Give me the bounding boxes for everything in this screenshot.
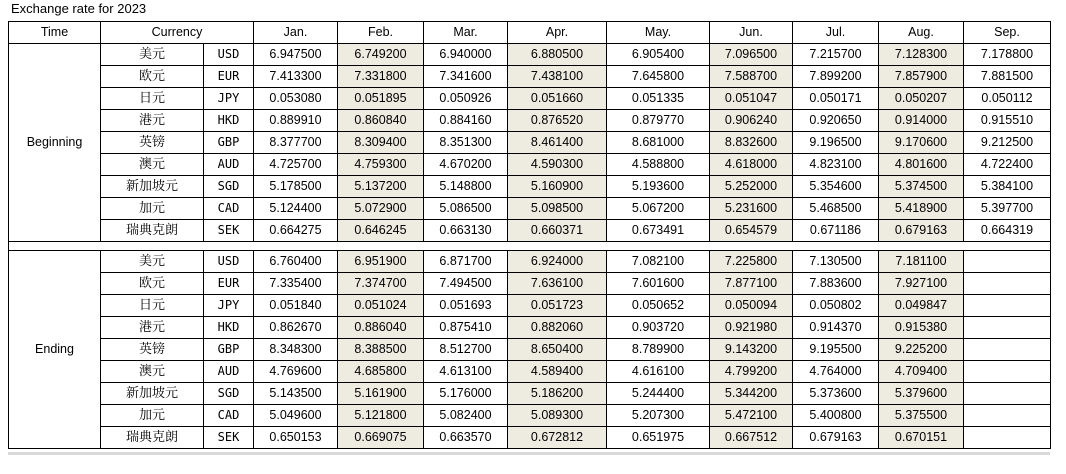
rate-cell: 0.914370	[793, 317, 879, 339]
table-row	[9, 273, 1051, 295]
rate-cell: 5.089300	[508, 405, 607, 427]
rate-cell: 0.914000	[879, 110, 964, 132]
rate-cell: 6.905400	[607, 44, 710, 66]
header-month: Apr.	[508, 22, 607, 44]
rate-cell: 0.051660	[508, 88, 607, 110]
currency-code: SGD	[204, 176, 254, 198]
rate-cell: 8.650400	[508, 339, 607, 361]
table-row	[9, 88, 1051, 110]
rate-cell: 7.181100	[879, 251, 964, 273]
rate-cell: 0.050652	[607, 295, 710, 317]
currency-name: 美元	[101, 251, 204, 273]
header-month: Jun.	[710, 22, 793, 44]
rate-cell: 8.461400	[508, 132, 607, 154]
rate-cell	[964, 361, 1051, 383]
rate-cell: 0.884160	[424, 110, 508, 132]
currency-code: HKD	[204, 110, 254, 132]
rate-cell: 7.225800	[710, 251, 793, 273]
rate-cell: 7.341600	[424, 66, 508, 88]
rate-cell: 5.472100	[710, 405, 793, 427]
rate-cell: 4.618000	[710, 154, 793, 176]
table-row	[9, 198, 1051, 220]
rate-cell: 8.377700	[254, 132, 338, 154]
rate-cell: 7.877100	[710, 273, 793, 295]
time-label: Beginning	[9, 44, 101, 242]
rate-cell: 7.335400	[254, 273, 338, 295]
currency-name: 日元	[101, 88, 204, 110]
header-month: Sep.	[964, 22, 1051, 44]
rate-cell: 0.920650	[793, 110, 879, 132]
rate-cell: 5.176000	[424, 383, 508, 405]
rate-cell: 9.170600	[879, 132, 964, 154]
rate-cell: 0.667512	[710, 427, 793, 449]
rate-cell: 9.195500	[793, 339, 879, 361]
currency-code: SEK	[204, 220, 254, 242]
currency-code: EUR	[204, 273, 254, 295]
rate-cell: 7.130500	[793, 251, 879, 273]
rate-cell: 8.512700	[424, 339, 508, 361]
rate-cell: 7.927100	[879, 273, 964, 295]
rate-cell	[964, 405, 1051, 427]
rate-cell: 0.882060	[508, 317, 607, 339]
rate-cell: 5.207300	[607, 405, 710, 427]
time-label: Ending	[9, 251, 101, 449]
rate-cell: 5.400800	[793, 405, 879, 427]
rate-cell: 0.050802	[793, 295, 879, 317]
currency-code: SGD	[204, 383, 254, 405]
rate-cell: 0.663570	[424, 427, 508, 449]
rate-cell: 0.050094	[710, 295, 793, 317]
table-row	[9, 220, 1051, 242]
currency-code: HKD	[204, 317, 254, 339]
rate-cell: 7.178800	[964, 44, 1051, 66]
rate-cell: 5.121800	[338, 405, 424, 427]
rate-cell: 9.225200	[879, 339, 964, 361]
header-month: Jan.	[254, 22, 338, 44]
rate-cell: 0.876520	[508, 110, 607, 132]
currency-code: EUR	[204, 66, 254, 88]
rate-cell	[964, 251, 1051, 273]
rate-cell: 0.051024	[338, 295, 424, 317]
rate-cell: 6.940000	[424, 44, 508, 66]
rate-cell: 4.616100	[607, 361, 710, 383]
rate-cell: 0.879770	[607, 110, 710, 132]
rate-cell	[964, 383, 1051, 405]
rate-cell: 0.673491	[607, 220, 710, 242]
rate-cell: 0.051723	[508, 295, 607, 317]
rate-cell: 0.051047	[710, 88, 793, 110]
currency-name: 瑞典克朗	[101, 220, 204, 242]
table-row	[9, 295, 1051, 317]
rate-cell: 5.067200	[607, 198, 710, 220]
currency-name: 欧元	[101, 66, 204, 88]
currency-name: 美元	[101, 44, 204, 66]
rate-cell: 7.899200	[793, 66, 879, 88]
rate-cell: 7.601600	[607, 273, 710, 295]
currency-name: 加元	[101, 198, 204, 220]
rate-cell: 0.051693	[424, 295, 508, 317]
table-title: Exchange rate for 2023	[11, 1, 147, 16]
rate-cell: 0.053080	[254, 88, 338, 110]
rate-cell: 7.883600	[793, 273, 879, 295]
rate-cell: 0.670151	[879, 427, 964, 449]
header-month: May.	[607, 22, 710, 44]
rate-cell: 0.646245	[338, 220, 424, 242]
rate-cell: 0.654579	[710, 220, 793, 242]
rate-cell: 0.860840	[338, 110, 424, 132]
currency-name: 港元	[101, 317, 204, 339]
rate-cell: 4.823100	[793, 154, 879, 176]
rate-cell: 5.344200	[710, 383, 793, 405]
rate-cell: 4.764000	[793, 361, 879, 383]
rate-cell: 6.760400	[254, 251, 338, 273]
rate-cell: 4.725700	[254, 154, 338, 176]
rate-cell: 0.051895	[338, 88, 424, 110]
spacer-cell	[9, 242, 1051, 251]
rate-cell: 8.348300	[254, 339, 338, 361]
table-row	[9, 383, 1051, 405]
rate-cell: 0.663130	[424, 220, 508, 242]
rate-cell: 0.672812	[508, 427, 607, 449]
header-month: Mar.	[424, 22, 508, 44]
rate-cell: 4.799200	[710, 361, 793, 383]
rate-cell: 0.669075	[338, 427, 424, 449]
table-row	[9, 176, 1051, 198]
section-spacer	[9, 242, 1051, 251]
rate-cell	[964, 295, 1051, 317]
rate-cell: 9.196500	[793, 132, 879, 154]
rate-cell: 0.050171	[793, 88, 879, 110]
currency-name: 澳元	[101, 154, 204, 176]
currency-name: 瑞典克朗	[101, 427, 204, 449]
table-row	[9, 110, 1051, 132]
rate-cell: 9.143200	[710, 339, 793, 361]
rate-cell: 7.438100	[508, 66, 607, 88]
rate-cell: 0.050112	[964, 88, 1051, 110]
rate-cell: 8.388500	[338, 339, 424, 361]
rate-cell: 5.397700	[964, 198, 1051, 220]
rate-cell: 0.050207	[879, 88, 964, 110]
rate-cell: 7.881500	[964, 66, 1051, 88]
rate-cell: 5.384100	[964, 176, 1051, 198]
rate-cell: 8.309400	[338, 132, 424, 154]
rate-cell: 0.679163	[793, 427, 879, 449]
currency-code: CAD	[204, 198, 254, 220]
currency-code: GBP	[204, 339, 254, 361]
rate-cell: 7.645800	[607, 66, 710, 88]
rate-cell: 0.862670	[254, 317, 338, 339]
rate-cell: 5.375500	[879, 405, 964, 427]
currency-code: CAD	[204, 405, 254, 427]
rate-cell: 0.889910	[254, 110, 338, 132]
rate-cell: 0.660371	[508, 220, 607, 242]
rate-cell: 0.903720	[607, 317, 710, 339]
currency-name: 日元	[101, 295, 204, 317]
rate-cell	[964, 273, 1051, 295]
rate-cell: 4.670200	[424, 154, 508, 176]
rate-cell: 5.468500	[793, 198, 879, 220]
header-currency: Currency	[101, 22, 254, 44]
rate-cell: 0.679163	[879, 220, 964, 242]
rate-cell	[964, 427, 1051, 449]
rate-cell: 4.588800	[607, 154, 710, 176]
table-row	[9, 361, 1051, 383]
rate-cell: 5.231600	[710, 198, 793, 220]
rate-cell: 6.951900	[338, 251, 424, 273]
currency-name: 新加坡元	[101, 383, 204, 405]
rate-cell: 5.143500	[254, 383, 338, 405]
table-row	[9, 427, 1051, 449]
rate-cell: 0.650153	[254, 427, 338, 449]
rate-cell: 0.915380	[879, 317, 964, 339]
rate-cell: 4.769600	[254, 361, 338, 383]
rate-cell: 0.875410	[424, 317, 508, 339]
rate-cell: 5.161900	[338, 383, 424, 405]
rate-cell: 7.636100	[508, 273, 607, 295]
rate-cell: 0.051335	[607, 88, 710, 110]
rate-cell: 5.098500	[508, 198, 607, 220]
rate-cell: 7.857900	[879, 66, 964, 88]
rate-cell: 7.215700	[793, 44, 879, 66]
rate-cell: 0.915510	[964, 110, 1051, 132]
rate-cell: 6.924000	[508, 251, 607, 273]
rate-cell: 7.096500	[710, 44, 793, 66]
rate-cell: 9.212500	[964, 132, 1051, 154]
rate-cell: 4.589400	[508, 361, 607, 383]
rate-cell: 5.137200	[338, 176, 424, 198]
rate-cell: 8.351300	[424, 132, 508, 154]
rate-cell: 5.186200	[508, 383, 607, 405]
rate-cell: 7.331800	[338, 66, 424, 88]
rate-cell: 0.651975	[607, 427, 710, 449]
rate-cell: 5.374500	[879, 176, 964, 198]
table-row	[9, 317, 1051, 339]
rate-cell: 4.759300	[338, 154, 424, 176]
rate-cell: 5.178500	[254, 176, 338, 198]
header-month: Feb.	[338, 22, 424, 44]
rate-cell: 4.613100	[424, 361, 508, 383]
rate-cell: 5.124400	[254, 198, 338, 220]
rate-cell	[964, 339, 1051, 361]
rate-cell: 0.921980	[710, 317, 793, 339]
rate-cell: 6.749200	[338, 44, 424, 66]
header-row	[9, 22, 1051, 44]
rate-cell: 6.871700	[424, 251, 508, 273]
rate-cell: 8.789900	[607, 339, 710, 361]
rate-cell: 0.664275	[254, 220, 338, 242]
currency-code: USD	[204, 44, 254, 66]
rate-cell: 5.086500	[424, 198, 508, 220]
rate-cell: 5.354600	[793, 176, 879, 198]
currency-name: 澳元	[101, 361, 204, 383]
rate-cell: 4.722400	[964, 154, 1051, 176]
exchange-rate-table	[8, 21, 1051, 449]
currency-code: SEK	[204, 427, 254, 449]
header-time: Time	[9, 22, 101, 44]
rate-cell: 7.082100	[607, 251, 710, 273]
bottom-rule	[8, 452, 1050, 455]
currency-name: 英镑	[101, 132, 204, 154]
rate-cell: 7.128300	[879, 44, 964, 66]
rate-cell: 5.160900	[508, 176, 607, 198]
rate-cell: 5.379600	[879, 383, 964, 405]
rate-cell: 7.413300	[254, 66, 338, 88]
rate-cell: 6.880500	[508, 44, 607, 66]
rate-cell: 5.072900	[338, 198, 424, 220]
table-row	[9, 44, 1051, 66]
table-row	[9, 405, 1051, 427]
rate-cell: 4.709400	[879, 361, 964, 383]
rate-cell: 8.832600	[710, 132, 793, 154]
currency-name: 港元	[101, 110, 204, 132]
rate-cell: 4.590300	[508, 154, 607, 176]
rate-cell: 0.906240	[710, 110, 793, 132]
rate-cell: 0.050926	[424, 88, 508, 110]
rate-cell: 0.671186	[793, 220, 879, 242]
rate-cell: 0.664319	[964, 220, 1051, 242]
rate-cell: 8.681000	[607, 132, 710, 154]
rate-cell: 5.049600	[254, 405, 338, 427]
currency-code: AUD	[204, 154, 254, 176]
rate-cell: 5.148800	[424, 176, 508, 198]
currency-code: GBP	[204, 132, 254, 154]
rate-cell: 6.947500	[254, 44, 338, 66]
rate-cell: 7.494500	[424, 273, 508, 295]
rate-cell: 5.373600	[793, 383, 879, 405]
rate-cell: 5.418900	[879, 198, 964, 220]
rate-cell: 0.049847	[879, 295, 964, 317]
rate-cell: 5.244400	[607, 383, 710, 405]
table-row	[9, 154, 1051, 176]
rate-cell: 7.588700	[710, 66, 793, 88]
rate-cell: 5.252000	[710, 176, 793, 198]
rate-cell: 5.082400	[424, 405, 508, 427]
table-row	[9, 66, 1051, 88]
table-row	[9, 251, 1051, 273]
rate-cell	[964, 317, 1051, 339]
table-row	[9, 132, 1051, 154]
currency-name: 英镑	[101, 339, 204, 361]
currency-code: AUD	[204, 361, 254, 383]
currency-code: JPY	[204, 88, 254, 110]
header-month: Aug.	[879, 22, 964, 44]
currency-name: 加元	[101, 405, 204, 427]
rate-cell: 7.374700	[338, 273, 424, 295]
rate-cell: 5.193600	[607, 176, 710, 198]
currency-code: USD	[204, 251, 254, 273]
rate-cell: 0.886040	[338, 317, 424, 339]
currency-code: JPY	[204, 295, 254, 317]
rate-cell: 4.685800	[338, 361, 424, 383]
rate-cell: 4.801600	[879, 154, 964, 176]
currency-name: 欧元	[101, 273, 204, 295]
header-month: Jul.	[793, 22, 879, 44]
currency-name: 新加坡元	[101, 176, 204, 198]
table-row	[9, 339, 1051, 361]
rate-cell: 0.051840	[254, 295, 338, 317]
